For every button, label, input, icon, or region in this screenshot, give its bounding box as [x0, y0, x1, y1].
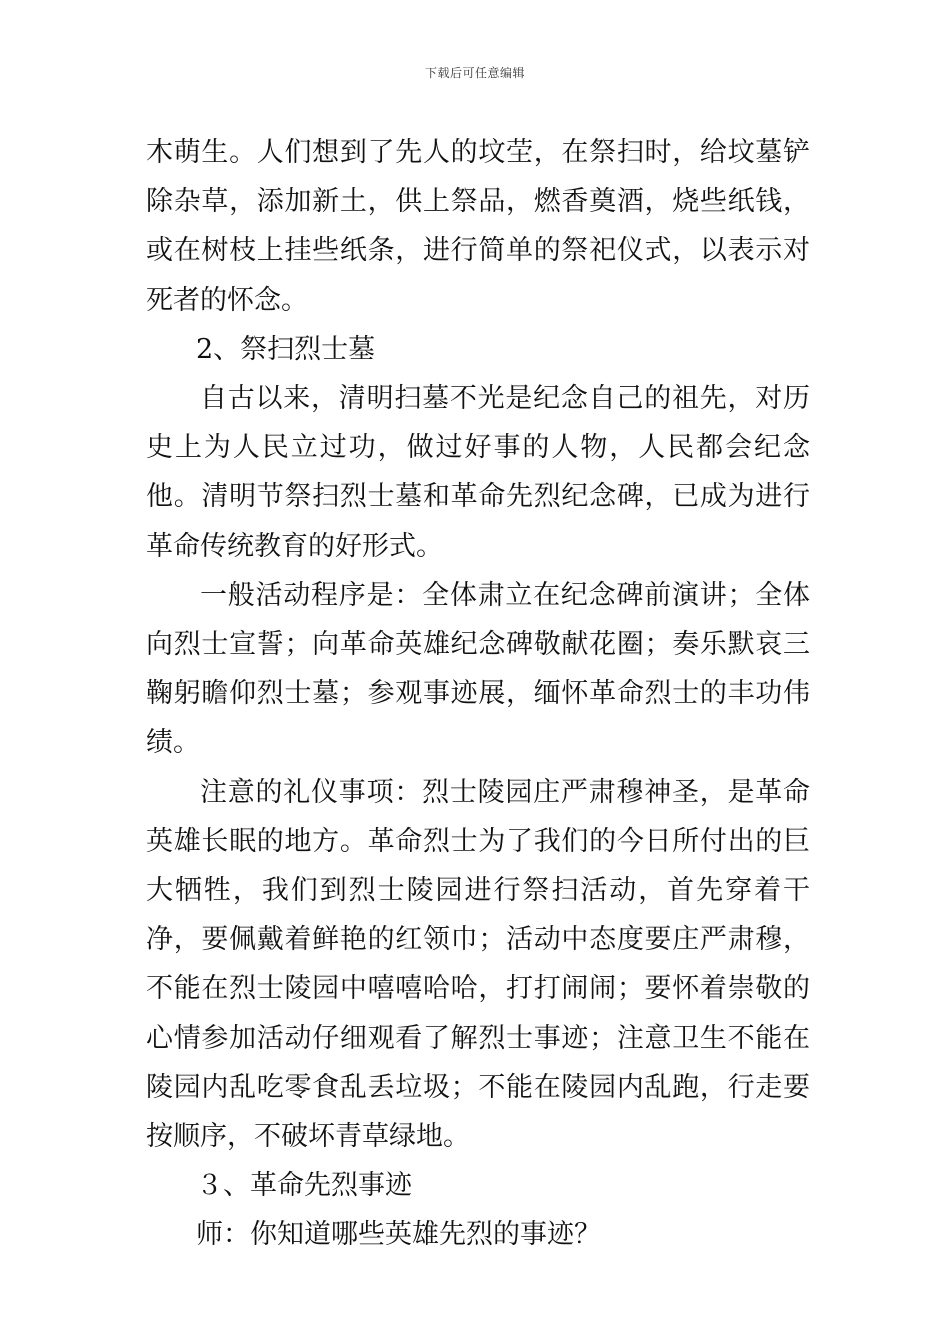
paragraph-history: 自古以来，清明扫墓不光是纪念自己的祖先，对历史上为人民立过功，做过好事的人物，人民都会纪念他。清明节祭扫烈士墓和革命先烈纪念碑，已成为进行革命传统教育的好形式。 [146, 383, 810, 562]
paragraph-teacher-question: 师：你知道哪些英雄先烈的事迹？ [196, 1219, 601, 1251]
paragraph-etiquette: 注意的礼仪事项：烈士陵园庄严肃穆神圣，是革命英雄长眠的地方。革命烈士为了我们的今日所付出的巨大牺牲，我们到烈士陵园进行祭扫活动，首先穿着干净，要佩戴着鲜艳的红领巾；活动中态度要庄严肃穆，不能在烈士陵园中嘻嘻哈哈，打打闹闹；要怀着崇敬的心情参加活动仔细观看了解烈士事迹；注意卫生不能在陵园内乱吃零食乱丢垃圾；不能在陵园内乱跑，行走要按顺序，不破坏青草绿地。 [146, 776, 810, 1153]
section-heading-3: ３、革命先烈事迹 [196, 1170, 412, 1202]
section-heading-2: 2、祭扫烈士墓 [196, 333, 376, 365]
document-body [146, 128, 810, 1260]
paragraph-procedure: 一般活动程序是：全体肃立在纪念碑前演讲；全体向烈士宣誓；向革命英雄纪念碑敬献花圈；奏乐默哀三鞠躬瞻仰烈士墓；参观事迹展，缅怀革命烈士的丰功伟绩。 [146, 579, 810, 759]
paragraph-continuation: 木萌生。人们想到了先人的坟茔，在祭扫时，给坟墓铲除杂草，添加新土，供上祭品，燃香奠酒，烧些纸钱，或在树枝上挂些纸条，进行简单的祭祀仪式，以表示对死者的怀念。 [146, 137, 810, 316]
page-header-note: 下载后可任意编辑 [424, 66, 525, 80]
